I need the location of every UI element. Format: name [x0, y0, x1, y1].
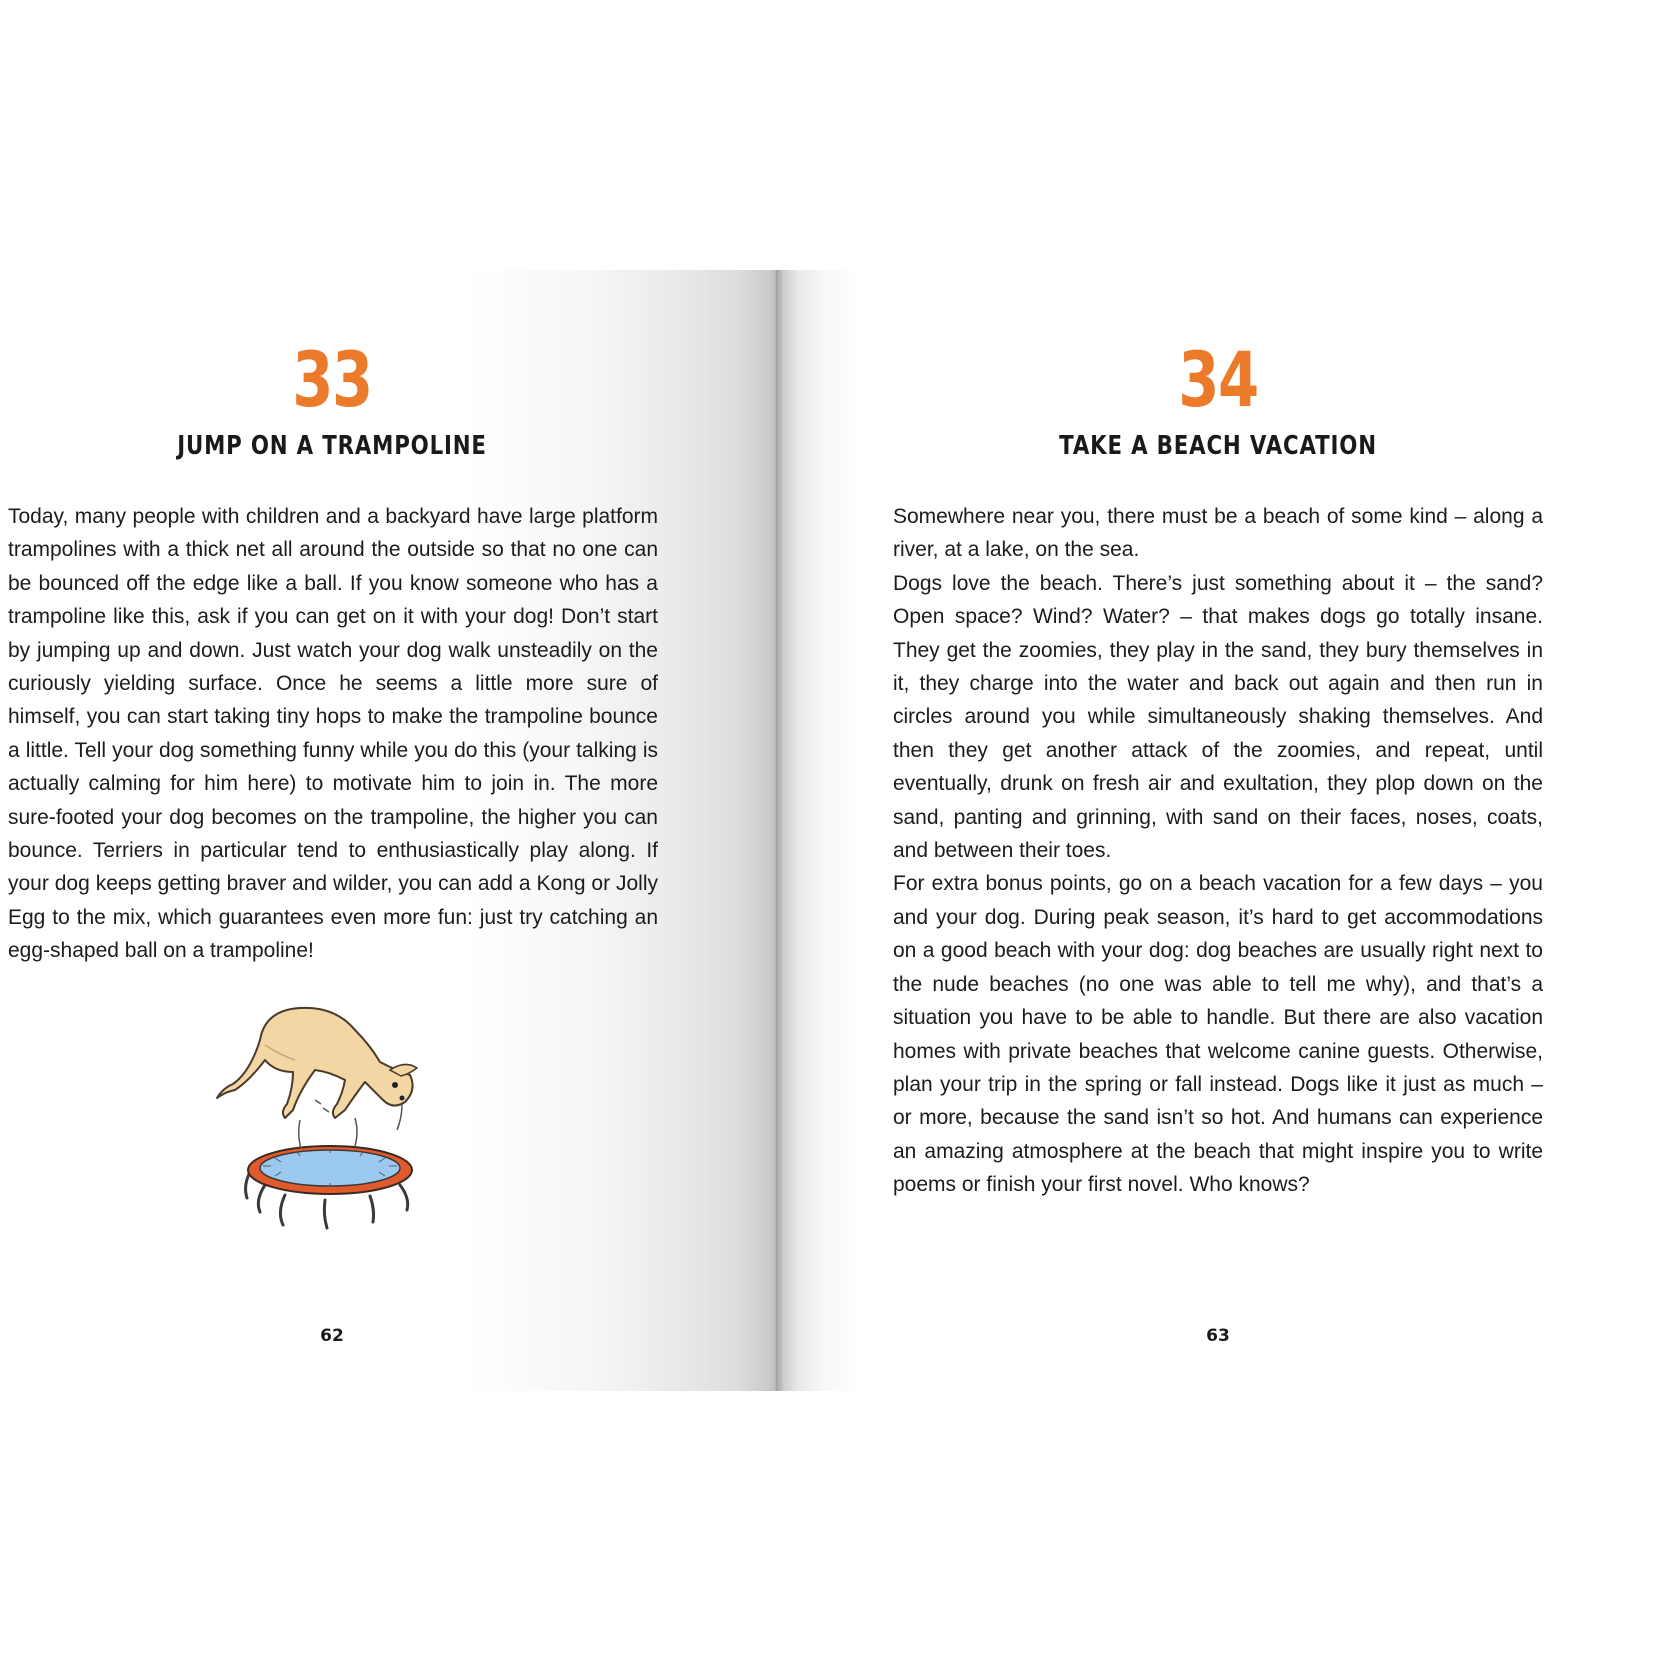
chapter-title-left: JUMP ON A TRAMPOLINE	[177, 431, 487, 461]
body-paragraph-left: Today, many people with children and a backyard have large platform trampolines with a thick net all around the outside so that no one can be bounced off the edge like a ball. If you know someone who has a trampoline like this, ask if you can get on it with your dog! Don’t start by jumping up and down. Just watch your dog walk unsteadily on the curiously yielding surface. Once he seems a little more sure of himself, you can start taking tiny hops to make the trampoline bounce a little. Tell your dog something funny while you do this (your talking is actually calming for him here) to motivate him to join in. The more sure-footed your dog becomes on the trampoline, the higher you can bounce. Terriers in particular tend to enthusiastically play along. If your dog keeps getting braver and wilder, you can add a Kong or Jolly Egg to the mix, which guarantees even more fun: just try catching an egg-shaped ball on a trampoline!	[8, 505, 658, 963]
chapter-number-left: 33	[292, 335, 372, 424]
dog-on-trampoline-illustration	[205, 1000, 455, 1250]
chapter-number-right: 34	[1178, 335, 1258, 424]
body-paragraph-right-3: For extra bonus points, go on a beach vacation for a few days – you and your dog. During peak season, it’s hard to get accommodations on a good beach with your dog: dog beaches are usually right next to the nude beaches (no one was able to tell me why), and that’s a situation you have to be able to handle. But there are also vacation homes with private beaches that welcome canine guests. Otherwise, plan your trip in the spring or fall instead. Dogs like it just as much – or more, because the sand isn’t so hot. And humans can experience an amazing atmosphere at the beach that might inspire you to write poems or finish your first novel. Who knows?	[893, 872, 1543, 1197]
page-number-left: 62	[320, 1326, 344, 1346]
body-text-left	[8, 500, 658, 968]
chapter-title-right: TAKE A BEACH VACATION	[1059, 431, 1377, 461]
dog-trampoline-icon	[205, 1000, 455, 1250]
book-spread	[0, 270, 1661, 1391]
body-text-right	[893, 500, 1543, 1202]
body-paragraph-right-2: Dogs love the beach. There’s just something about it – the sand? Open space? Wind? Water? – that makes dogs go totally insane. They get the zoomies, they play in the sand, they bury themselves in it, they charge into the water and back out again and then run in circles around you while simultaneously shaking themselves. And then they get another attack of the zoomies, and repeat, until eventually, drunk on fresh air and exultation, they plop down on the sand, panting and grinning, with sand on their faces, noses, coats, and between their toes.	[893, 571, 1543, 863]
page-number-right: 63	[1206, 1326, 1230, 1346]
book-gutter	[775, 270, 779, 1391]
body-paragraph-right-1: Somewhere near you, there must be a beach of some kind – along a river, at a lake, on the sea.	[893, 505, 1543, 562]
